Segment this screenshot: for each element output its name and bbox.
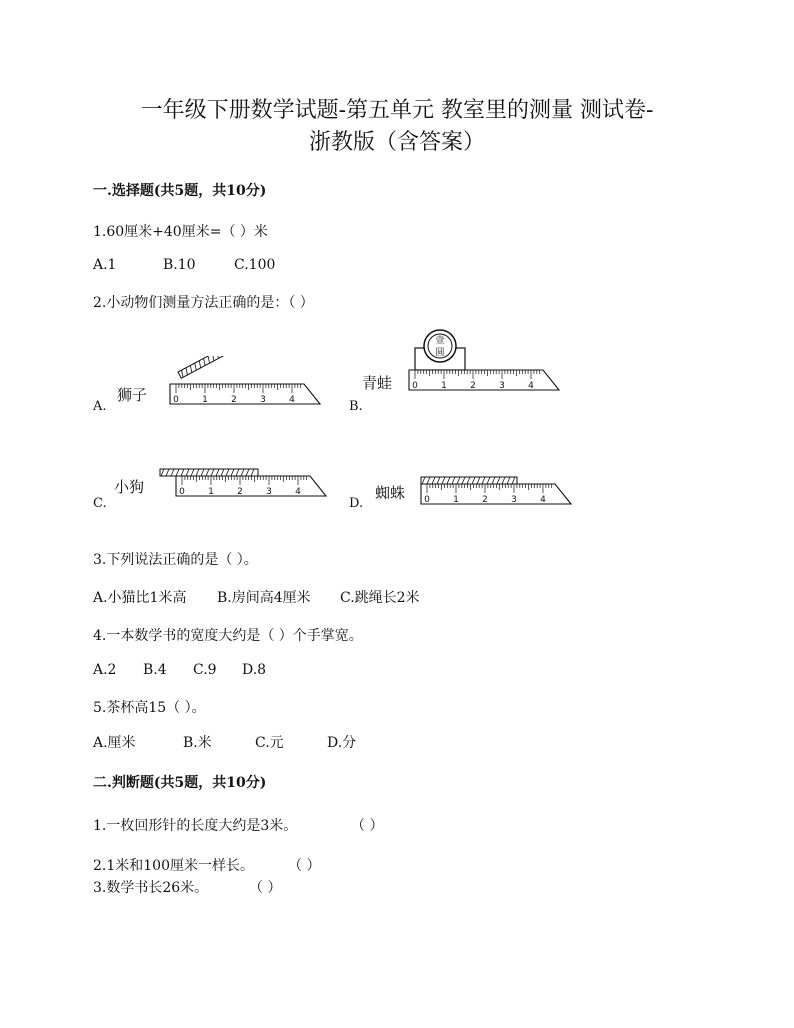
figure-b-ruler	[404, 328, 564, 398]
ruler-tick-label: 0	[424, 495, 430, 505]
figure-b-letter: B.	[349, 399, 363, 414]
q3-option-a: A.小猫比1米高	[93, 590, 187, 606]
ruler-tick-label: 2	[482, 495, 488, 505]
q4-option-c: C.9	[193, 662, 217, 678]
ruler-tick-label: 2	[470, 381, 476, 391]
judge-1-blank: （ ）	[351, 818, 384, 834]
q1-option-a: A.1	[93, 257, 117, 273]
q5-option-b: B.米	[183, 735, 212, 751]
q4-option-d: D.8	[242, 662, 267, 678]
ruler-tick-label: 2	[237, 487, 243, 497]
doc-title-line1: 一年级下册数学试题-第五单元 教室里的测量 测试卷-	[140, 98, 654, 123]
q3-option-b: B.房间高4厘米	[217, 590, 311, 606]
figure-d-measured-stick	[421, 477, 517, 484]
figure-b-coin-object	[415, 330, 465, 370]
ruler-tick-label: 4	[295, 487, 301, 497]
figure-a-ruler-body	[170, 384, 320, 405]
figure-b-ruler-body	[409, 370, 559, 391]
figure-c-letter: C.	[93, 496, 107, 511]
question-1-options	[93, 257, 275, 273]
coin-label-top: 壹	[435, 336, 445, 346]
judge-3	[93, 877, 281, 897]
q1-option-b: B.10	[163, 257, 196, 273]
judge-2-blank: （ ）	[288, 858, 321, 874]
ruler-tick-label: 1	[208, 487, 214, 497]
section-judge-heading: 二.判断题(共5题，共10分)	[93, 775, 267, 791]
figure-a-ruler	[168, 356, 323, 408]
q5-option-d: D.分	[327, 735, 357, 751]
ruler-tick-label: 1	[453, 495, 459, 505]
q5-option-c: C.元	[255, 735, 284, 751]
q4-option-b: B.4	[143, 662, 167, 678]
figure-d-letter: D.	[349, 496, 364, 511]
question-3-options	[93, 587, 420, 607]
judge-3-stem: 3.数学书长26米。	[93, 880, 209, 896]
ruler-tick-label: 1	[202, 395, 208, 405]
section-choice-heading: 一.选择题(共5题，共10分)	[93, 183, 267, 199]
figure-c-ruler	[158, 466, 333, 506]
q1-option-c: C.100	[234, 257, 276, 273]
figure-a-letter: A.	[93, 399, 107, 414]
figure-a-animal-label: 狮子	[117, 386, 148, 404]
ruler-tick-label: 0	[173, 395, 179, 405]
ruler-tick-label: 4	[289, 395, 295, 405]
ruler-tick-label: 2	[231, 395, 237, 405]
figure-c-measured-stick	[160, 469, 258, 476]
ruler-tick-label: 3	[266, 487, 272, 497]
figure-d-animal-label: 蜘蛛	[375, 484, 406, 502]
ruler-tick-label: 3	[260, 395, 266, 405]
question-5-stem: 5.茶杯高15（ ）。	[93, 700, 206, 716]
ruler-tick-label: 1	[441, 381, 447, 391]
figure-a-measured-stick	[178, 356, 224, 378]
ruler-tick-label: 0	[412, 381, 418, 391]
figure-c-animal-label: 小狗	[114, 478, 145, 496]
q5-option-a: A.厘米	[93, 735, 136, 751]
figure-d-ruler	[418, 474, 578, 510]
judge-2	[93, 855, 320, 875]
ruler-tick-label: 4	[540, 495, 546, 505]
doc-title-line2: 浙教版（含答案）	[308, 130, 485, 155]
question-1-stem: 1.60厘米+40厘米=（ ）米	[93, 224, 268, 240]
ruler-tick-label: 3	[511, 495, 517, 505]
figure-b-animal-label: 青蛙	[362, 374, 393, 392]
figure-d-ruler-body	[421, 484, 571, 505]
ruler-tick-label: 4	[528, 381, 534, 391]
question-4-stem: 4.一本数学书的宽度大约是（ ）个手掌宽。	[93, 628, 363, 644]
question-3-stem: 3.下列说法正确的是（ ）。	[93, 552, 258, 568]
q3-option-c: C.跳绳长2米	[340, 590, 420, 606]
figure-c-ruler-body	[176, 476, 326, 497]
question-2-stem: 2.小动物们测量方法正确的是：（ ）	[93, 295, 314, 311]
judge-1-stem: 1.一枚回形针的长度大约是3米。	[93, 818, 298, 834]
judge-3-blank: （ ）	[249, 880, 282, 896]
coin-label-bottom: 圆	[435, 348, 445, 358]
ruler-tick-label: 3	[499, 381, 505, 391]
q4-option-a: A.2	[93, 662, 117, 678]
judge-1	[93, 815, 383, 835]
question-4-options	[93, 662, 266, 678]
question-5-options	[93, 732, 356, 752]
ruler-tick-label: 0	[179, 487, 185, 497]
judge-2-stem: 2.1米和100厘米一样长。	[93, 858, 254, 874]
